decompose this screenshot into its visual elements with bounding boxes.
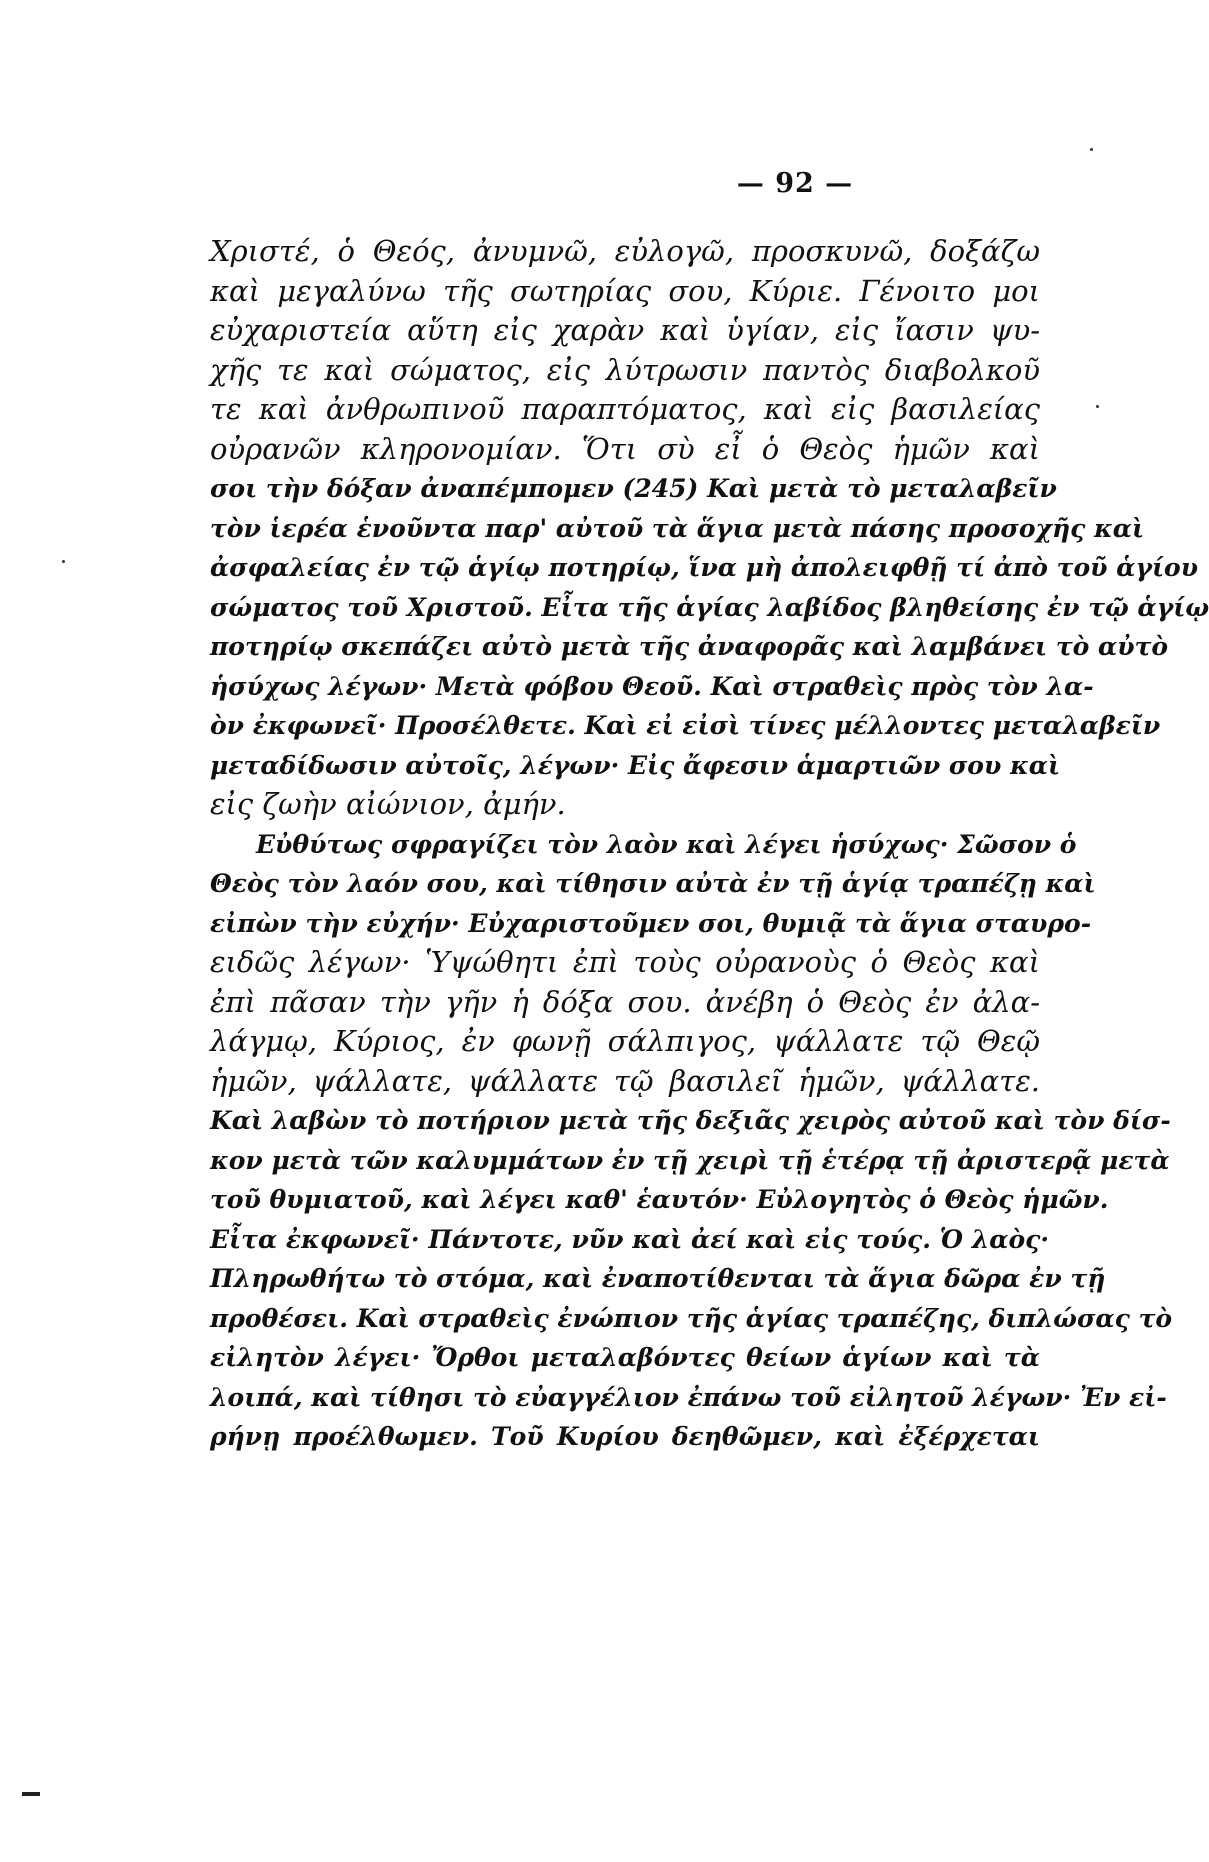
text-line: λάγμῳ, Κύριος, ἐν φωνῇ σάλπιγος, ψάλλατε τῷ Θεῷ bbox=[210, 1024, 1040, 1058]
text-line: ρήνῃ προέλθωμεν. Τοῦ Κυρίου δεηθῶμεν, καὶ ἐξέρχεται bbox=[210, 1422, 1040, 1451]
text-line: εἰπὼν τὴν εὐχήν· Εὐχαριστοῦμεν σοι, θυμιᾷ τὰ ἅγια σταυρο- bbox=[210, 908, 1092, 938]
text-line: προθέσει. Καὶ στραθεὶς ἐνώπιον τῆς ἁγίας τραπέζης, διπλώσας τὸ bbox=[210, 1303, 1173, 1333]
page-body-text bbox=[210, 232, 1209, 1457]
text-line: εὐχαριστεία αὕτη εἰς χαρὰν καὶ ὑγίαν, εἰς ἴασιν ψυ- bbox=[210, 313, 1040, 347]
text-line: ὸν ἐκφωνεῖ· Προσέλθετε. Καὶ εἰ εἰσὶ τίνες μέλλοντες μεταλαβεῖν bbox=[210, 711, 1161, 740]
text-line: ἡμῶν, ψάλλατε, ψάλλατε τῷ βασιλεῖ ἡμῶν, ψάλλατε. bbox=[210, 1063, 1040, 1098]
text-line: ἡσύχως λέγων· Μετὰ φόβου Θεοῦ. Καὶ στραθεὶς πρὸς τὸν λα- bbox=[210, 671, 1094, 701]
text-line: χῆς τε καὶ σώματος, εἰς λύτρωσιν παντὸς διαβολκοῦ bbox=[210, 352, 1040, 387]
page-number: — 92 — bbox=[736, 168, 854, 199]
text-line: εἰλητὸν λέγει· Ὄρθοι μεταλαβόντες θείων ἁγίων καὶ τὰ bbox=[210, 1343, 1040, 1372]
text-line: καὶ μεγαλύνω τῆς σωτηρίας σου, Κύριε. Γένοιτο μοι bbox=[210, 273, 1040, 308]
text-line: μεταδίδωσιν αὐτοῖς, λέγων· Εἰς ἄφεσιν ἁμαρτιῶν σου καὶ bbox=[210, 750, 1061, 780]
text-line: Εὐθύτως σφραγίζει τὸν λαὸν καὶ λέγει ἡσύχως· Σῶσον ὁ bbox=[256, 829, 1077, 859]
text-line: τε καὶ ἀνθρωπινοῦ παραπτόματος, καὶ εἰς βασιλείας bbox=[210, 392, 1040, 426]
text-line: σοι τὴν δόξαν ἀναπέμπομεν (245) Καὶ μετὰ τὸ μεταλαβεῖν bbox=[210, 474, 1057, 503]
text-line: Χριστέ, ὁ Θεός, ἀνυμνῶ, εὐλογῶ, προσκυνῶ, δοξάζω bbox=[210, 234, 1040, 268]
text-line: οὐρανῶν κληρονομίαν. Ὅτι σὺ εἶ ὁ Θεὸς ἡμῶν καὶ bbox=[210, 431, 1040, 466]
scan-speck bbox=[1096, 405, 1099, 408]
text-line: ποτηρίῳ σκεπάζει αὐτὸ μετὰ τῆς ἀναφορᾶς καὶ λαμβάνει τὸ αὐτὸ bbox=[210, 632, 1169, 661]
text-line: Θεὸς τὸν λαόν σου, καὶ τίθησιν αὐτὰ ἐν τῇ ἁγίᾳ τραπέζῃ καὶ bbox=[210, 869, 1096, 898]
text-line: κον μετὰ τῶν καλυμμάτων ἐν τῇ χειρὶ τῇ ἑτέρᾳ τῇ ἀριστερᾷ μετὰ bbox=[210, 1145, 1170, 1175]
text-line: ειδῶς λέγων· Ὑψώθητι ἐπὶ τοὺς οὐρανοὺς ὁ Θεὸς καὶ bbox=[210, 945, 1040, 979]
text-line: τοῦ θυμιατοῦ, καὶ λέγει καθ' ἑαυτόν· Εὐλογητὸς ὁ Θεὸς ἡμῶν. bbox=[210, 1185, 1109, 1214]
text-line: Πληρωθήτω τὸ στόμα, καὶ ἐναποτίθενται τὰ ἅγια δῶρα ἐν τῇ bbox=[210, 1264, 1106, 1293]
scan-speck bbox=[62, 560, 65, 563]
text-line: ἀσφαλείας ἐν τῷ ἁγίῳ ποτηρίῳ, ἵνα μὴ ἀπολειφθῇ τί ἀπὸ τοῦ ἁγίου bbox=[210, 553, 1199, 582]
text-line: σώματος τοῦ Χριστοῦ. Εἶτα τῆς ἁγίας λαβίδος βληθείσης ἐν τῷ ἁγίῳ bbox=[210, 592, 1209, 622]
text-line: Καὶ λαβὼν τὸ ποτήριον μετὰ τῆς δεξιᾶς χειρὸς αὐτοῦ καὶ τὸν δίσ- bbox=[210, 1106, 1171, 1135]
scan-speck bbox=[1090, 148, 1093, 151]
margin-scan-mark bbox=[22, 1792, 40, 1796]
text-line: λοιπά, καὶ τίθησι τὸ εὐαγγέλιον ἐπάνω τοῦ εἰλητοῦ λέγων· Ἐν εἰ- bbox=[210, 1382, 1167, 1412]
text-line: τὸν ἱερέα ἑνοῦντα παρ' αὐτοῦ τὰ ἅγια μετὰ πάσης προσοχῆς καὶ bbox=[210, 513, 1145, 543]
text-line: Εἶτα ἐκφωνεῖ· Πάντοτε, νῦν καὶ ἀεί καὶ εἰς τούς. Ὁ λαὸς· bbox=[210, 1224, 1050, 1254]
text-line: ἐπὶ πᾶσαν τὴν γῆν ἡ δόξα σου. ἀνέβη ὁ Θεὸς ἐν ἀλα- bbox=[210, 984, 1040, 1019]
text-line: εἰς ζωὴν αἰώνιον, ἀμήν. bbox=[210, 787, 566, 821]
